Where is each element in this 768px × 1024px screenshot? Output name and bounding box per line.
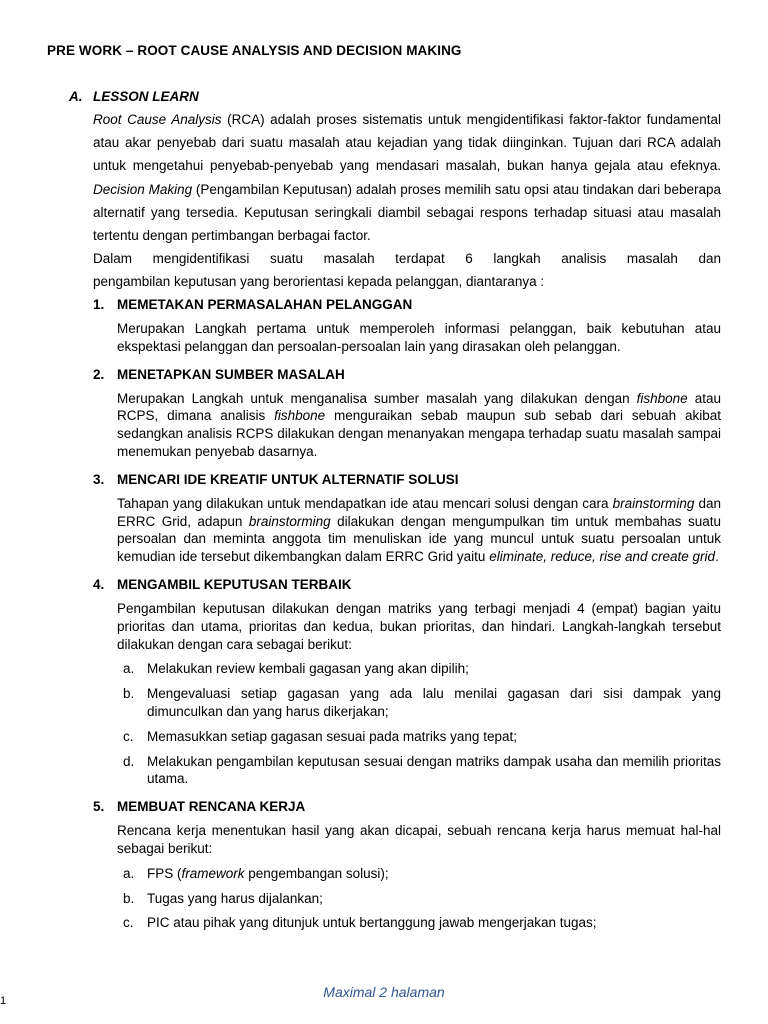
sub-letter: a.	[123, 661, 135, 677]
sub-text: Memasukkan setiap gagasan sesuai pada matriks yang tepat;	[147, 728, 517, 744]
step-heading: MEMETAKAN PERMASALAHAN PELANGGAN	[117, 297, 413, 312]
sub-letter: c.	[123, 915, 134, 931]
term-fishbone: fishbone	[636, 390, 688, 406]
sub-text	[147, 865, 721, 883]
step-1	[93, 294, 721, 356]
sub-item	[117, 865, 721, 883]
step-text: Rencana kerja menentukan hasil yang akan dicapai, sebuah rencana kerja harus memuat hal-hal sebagai berikut:	[117, 823, 721, 856]
sub-text-part: FPS (	[147, 865, 182, 881]
sub-item	[117, 890, 721, 908]
intro-paragraph-2-line-2: pengambilan keputusan yang berorientasi kepada pelanggan, diantaranya :	[93, 274, 545, 290]
sub-item	[117, 753, 721, 789]
sub-text: Melakukan review kembali gagasan yang akan dipilih;	[147, 661, 469, 677]
page-number: 1	[0, 995, 7, 1007]
sub-text: Melakukan pengambilan keputusan sesuai dengan matriks dampak usaha dan memilih prioritas utama.	[147, 753, 721, 787]
sub-text: PIC atau pihak yang ditunjuk untuk bertanggung jawab mengerjakan tugas;	[147, 915, 597, 931]
step-text: Merupakan Langkah pertama untuk memperoleh informasi pelanggan, baik kebutuhan atau ekspektasi pelanggan dan persoalan-persoalan lain yang dirasakan oleh pelanggan.	[117, 321, 721, 354]
section-heading	[69, 89, 199, 104]
intro-paragraph-2-line-1: Dalam mengidentifikasi suatu masalah terdapat 6 langkah analisis masalah dan	[93, 251, 721, 267]
step-text	[117, 495, 721, 566]
step-4	[93, 574, 721, 788]
term-fishbone: fishbone	[274, 408, 326, 424]
intro-text	[93, 108, 721, 294]
sub-letter: b.	[123, 890, 135, 906]
sub-item	[117, 685, 721, 721]
step-2	[93, 364, 721, 461]
step-heading: MENGAMBIL KEPUTUSAN TERBAIK	[117, 576, 352, 592]
step-number: 5.	[93, 799, 105, 815]
step-text-part: dan ERRC Grid, adapun	[117, 495, 721, 529]
sub-letter: c.	[123, 728, 134, 744]
term-framework: framework	[181, 865, 245, 881]
step-text-part: Tahapan yang dilakukan untuk mendapatkan ide atau mencari solusi dengan cara	[117, 495, 613, 511]
step-text-part: .	[715, 549, 719, 565]
step-number: 1.	[93, 297, 105, 312]
step-heading: MENETAPKAN SUMBER MASALAH	[117, 366, 345, 382]
section-title: LESSON LEARN	[93, 89, 199, 104]
sub-item	[117, 728, 721, 746]
sub-letter: b.	[123, 686, 135, 702]
step-number: 3.	[93, 471, 105, 487]
sub-list	[117, 660, 721, 788]
sub-text-part: pengembangan solusi);	[244, 865, 389, 881]
sub-item	[117, 914, 721, 932]
sub-letter: d.	[123, 753, 135, 769]
steps-list	[93, 294, 721, 940]
term-errc: eliminate, reduce, rise and create grid	[489, 549, 716, 565]
term-rca: Root Cause Analysis	[93, 112, 222, 127]
step-text-part: atau RCPS, dimana analisis	[117, 390, 721, 424]
intro-text-2: (Pengambilan Keputusan) adalah proses memilih satu opsi atau tindakan dari beberapa alternatif yang tersedia. Keputusan seringkali diambil sebagai respons terhadap situasi atau masalah tertentu dengan pertimbangan berbagai factor.	[93, 181, 721, 244]
footer-note: Maximal 2 halaman	[323, 984, 445, 1000]
term-brainstorming: brainstorming	[612, 495, 695, 511]
term-decision-making: Decision Making	[93, 181, 193, 197]
step-text: Pengambilan keputusan dilakukan dengan matriks yang terbagi menjadi 4 (empat) bagian yaitu prioritas dan utama, prioritas dan kedua, bukan prioritas, dan hindari. Langkah-langkah tersebut dilakukan dengan cara sebagai berikut:	[117, 600, 721, 652]
step-text	[117, 390, 721, 461]
step-number: 4.	[93, 576, 105, 592]
sub-text: Mengevaluasi setiap gagasan yang ada lalu menilai gagasan dari sisi dampak yang dimunculkan dan yang harus dikerjakan;	[147, 686, 721, 719]
step-3	[93, 469, 721, 566]
step-number: 2.	[93, 366, 105, 382]
intro-paragraph-1	[93, 108, 721, 247]
sub-list	[117, 865, 721, 932]
step-text-part: dilakukan dengan mengumpulkan tim untuk membahas suatu persoalan dan meminta anggota tim menuliskan ide yang muncul untuk suatu persoalan untuk kemudian ide tersebut dikembangkan dalam ERRC Grid yaitu	[117, 513, 721, 565]
document-title: PRE WORK – ROOT CAUSE ANALYSIS AND DECISION MAKING	[47, 43, 462, 58]
sub-text: Tugas yang harus dijalankan;	[147, 890, 323, 906]
section-letter: A.	[69, 89, 83, 104]
step-heading: MENCARI IDE KREATIF UNTUK ALTERNATIF SOLUSI	[117, 471, 459, 487]
step-5	[93, 796, 721, 932]
sub-item	[117, 660, 721, 678]
step-text-part: menguraikan sebab maupun sub sebab dari sebuah akibat sedangkan analisis RCPS dilakukan dengan menanyakan mengapa terhadap suatu masalah sampai menemukan penyebab dasarnya.	[117, 408, 721, 459]
intro-text-1: (RCA) adalah proses sistematis untuk mengidentifikasi faktor-faktor fundamental atau akar penyebab dari suatu masalah atau kejadian yang tidak diinginkan. Tujuan dari RCA adalah untuk mengetahui penyebab-penyebab yang mendasari masalah, bukan hanya gejala atau efeknya.	[93, 112, 721, 174]
sub-letter: a.	[123, 865, 135, 881]
step-heading: MEMBUAT RENCANA KERJA	[117, 799, 306, 815]
step-text-part: Merupakan Langkah untuk menganalisa sumber masalah yang dilakukan dengan	[117, 390, 637, 406]
term-brainstorming: brainstorming	[248, 513, 331, 529]
